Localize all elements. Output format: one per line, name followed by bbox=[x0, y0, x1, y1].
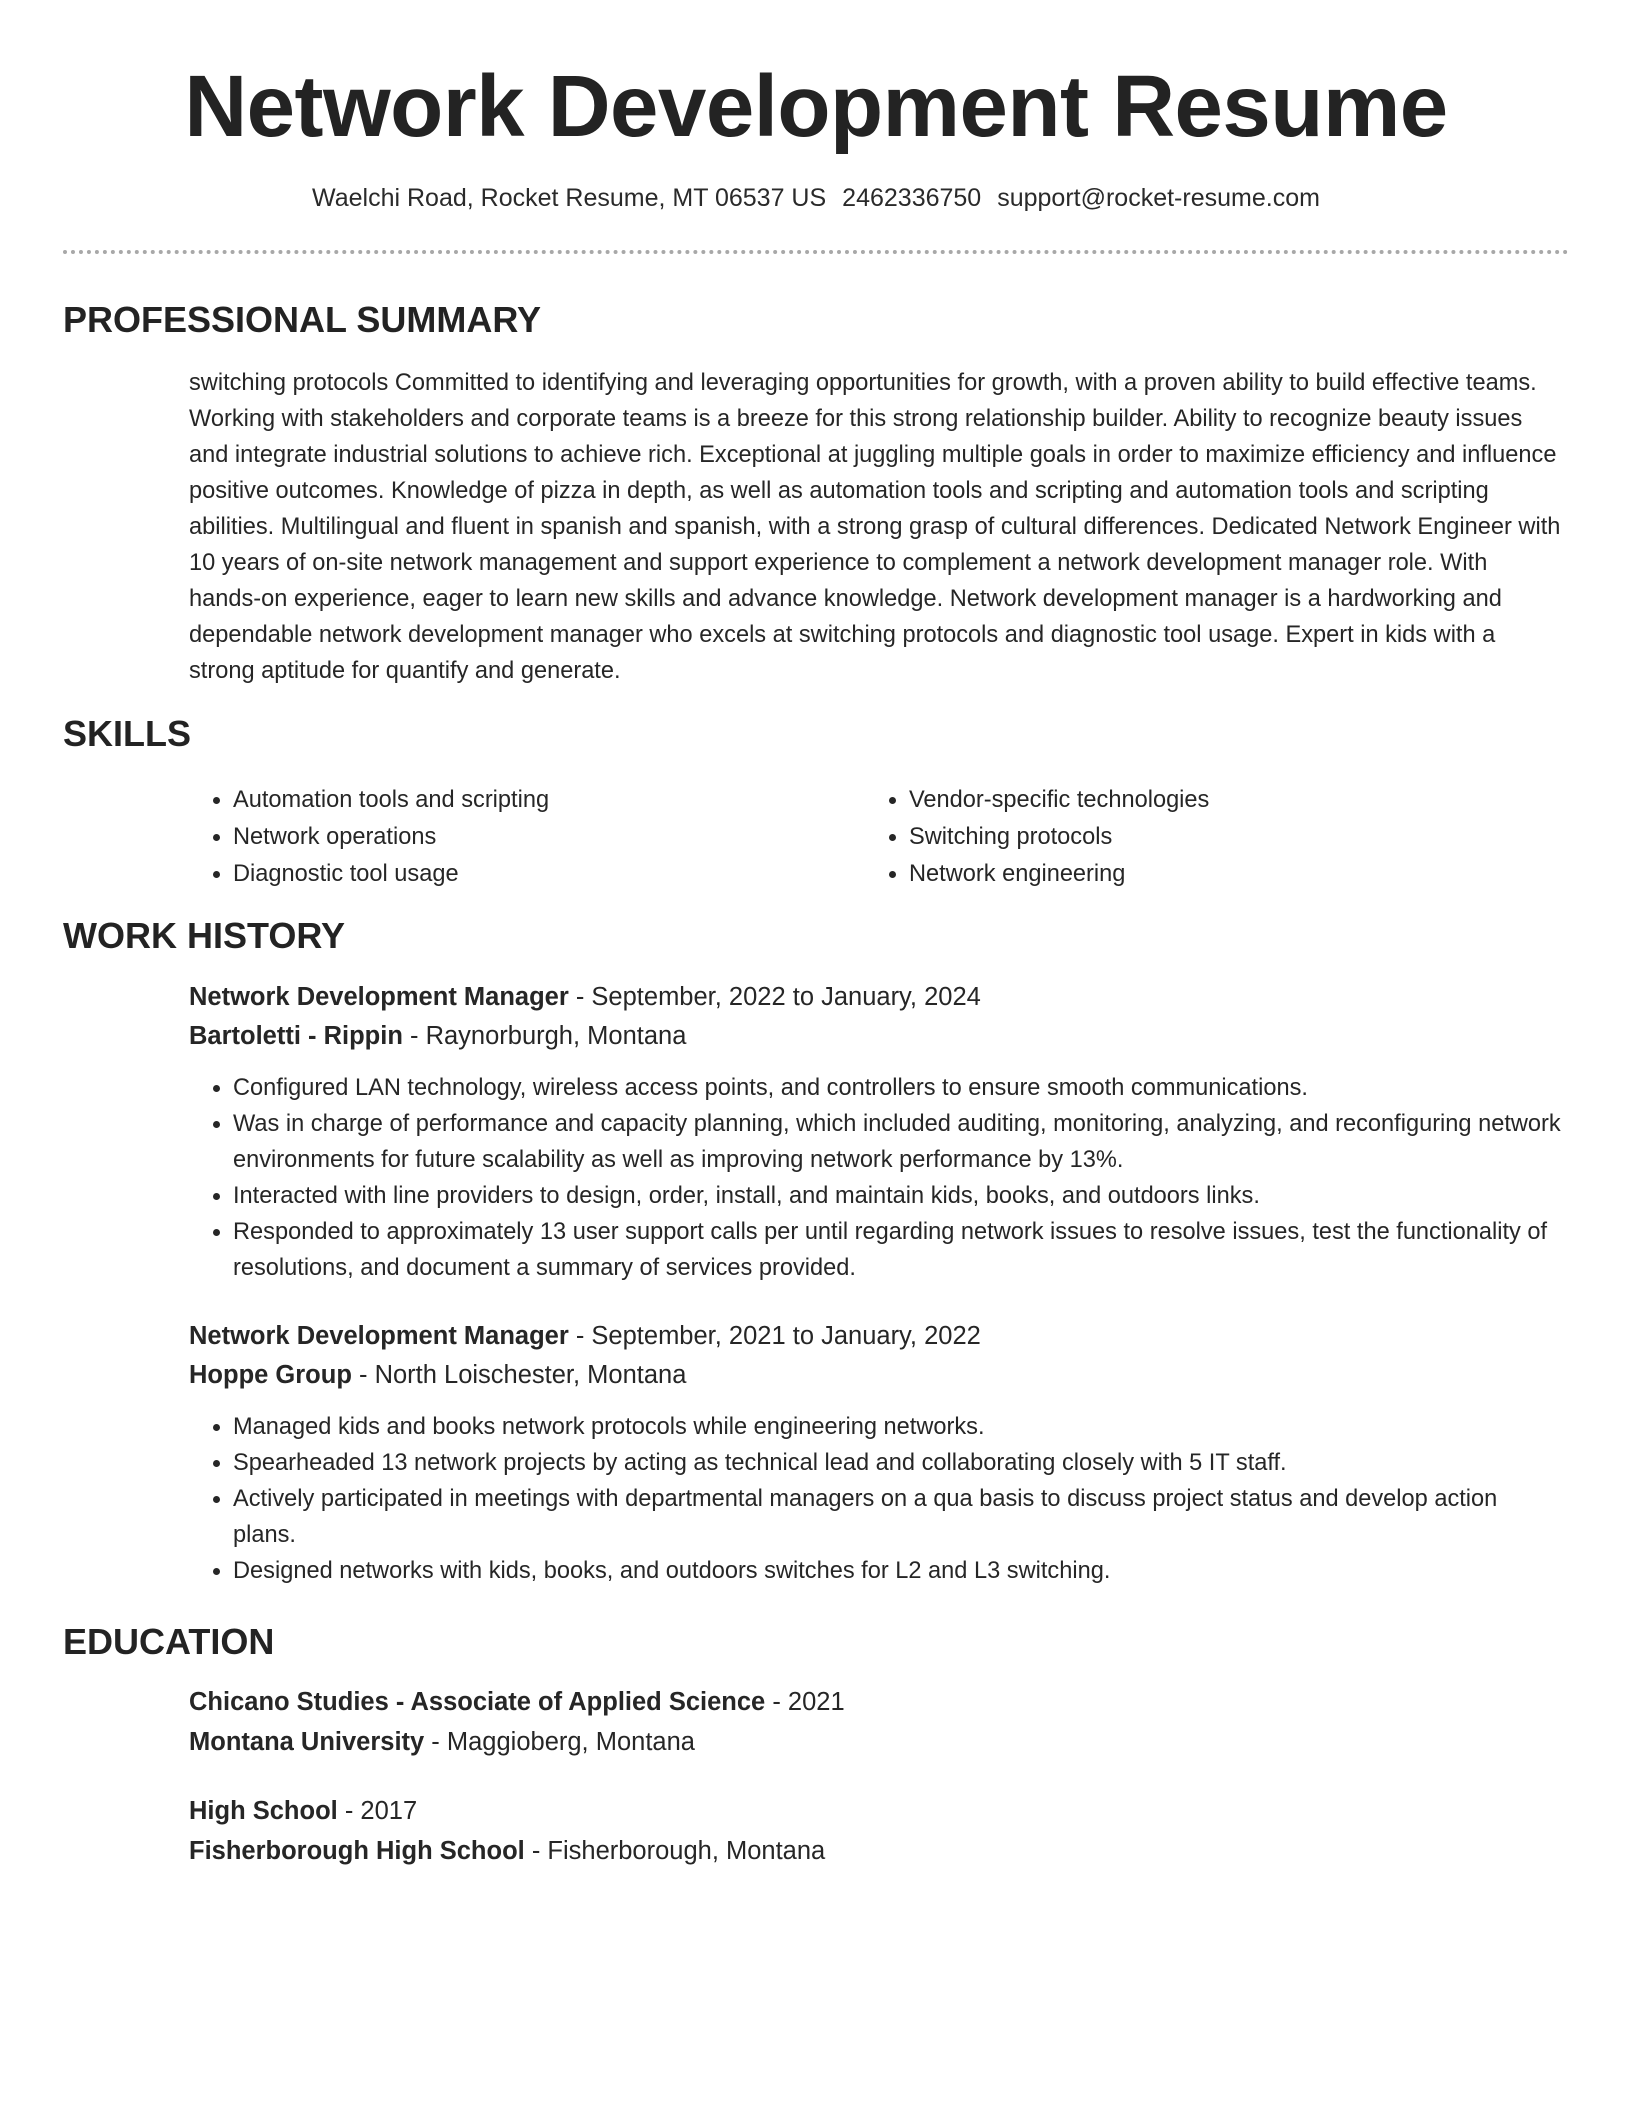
edu-location: - Fisherborough, Montana bbox=[524, 1837, 826, 1865]
contact-address: Waelchi Road, Rocket Resume, MT 06537 US bbox=[312, 184, 827, 212]
job-title: Network Development Manager bbox=[189, 1322, 569, 1350]
contact-email: support@rocket-resume.com bbox=[997, 184, 1320, 212]
job-bullets bbox=[189, 1409, 1564, 1589]
education-entry bbox=[189, 1791, 1564, 1871]
edu-degree-line bbox=[189, 1682, 1564, 1722]
header-divider bbox=[63, 250, 1569, 254]
skill-item: • Vendor-specific technologies bbox=[909, 782, 1541, 819]
contact-line bbox=[0, 180, 1632, 216]
skill-item: • Network engineering bbox=[909, 856, 1541, 893]
skills-list bbox=[189, 782, 1564, 893]
skill-item: • Network operations bbox=[233, 819, 865, 856]
job-bullet: • Was in charge of performance and capacity planning, which included auditing, monitoring, analyzing, and reconfiguring network environments for future scalability as well as improving network performance by 13%. bbox=[233, 1106, 1564, 1178]
edu-school: Fisherborough High School bbox=[189, 1837, 525, 1865]
job-dates: - September, 2022 to January, 2024 bbox=[568, 983, 981, 1011]
job-bullet: • Designed networks with kids, books, and outdoors switches for L2 and L3 switching. bbox=[233, 1553, 1564, 1589]
edu-year: - 2021 bbox=[765, 1688, 845, 1716]
job-title-line bbox=[189, 1317, 1564, 1356]
skill-item: • Automation tools and scripting bbox=[233, 782, 865, 819]
edu-year: - 2017 bbox=[337, 1797, 418, 1825]
edu-degree: High School bbox=[189, 1797, 338, 1825]
edu-school: Montana University bbox=[189, 1728, 425, 1756]
job-company-line bbox=[189, 1017, 1564, 1056]
skills-column-right bbox=[865, 782, 1541, 893]
job-entry bbox=[189, 978, 1564, 1286]
job-bullet: • Interacted with line providers to design, order, install, and maintain kids, books, and outdoors links. bbox=[233, 1178, 1564, 1214]
job-dates: - September, 2021 to January, 2022 bbox=[568, 1322, 981, 1350]
job-bullet: • Spearheaded 13 network projects by acting as technical lead and collaborating closely with 5 IT staff. bbox=[233, 1445, 1564, 1481]
edu-school-line bbox=[189, 1831, 1564, 1871]
job-company-line bbox=[189, 1356, 1564, 1395]
edu-location: - Maggioberg, Montana bbox=[424, 1728, 695, 1756]
resume-title: Network Development Resume bbox=[184, 58, 1448, 155]
contact-phone: 2462336750 bbox=[842, 184, 982, 212]
job-company: Hoppe Group bbox=[189, 1361, 352, 1389]
edu-degree-line bbox=[189, 1791, 1564, 1831]
summary-heading: PROFESSIONAL SUMMARY bbox=[63, 299, 542, 340]
education-heading: EDUCATION bbox=[63, 1621, 275, 1662]
summary-text: switching protocols Committed to identifying and leveraging opportunities for growth, with a proven ability to build effective teams. Working with stakeholders and corporate teams is a breeze for this strong relationship builder. Ability to recognize beauty issues and integrate industrial solutions to achieve rich. Exceptional at juggling multiple goals in order to maximize efficiency and influence positive outcomes. Knowledge of pizza in depth, as well as automation tools and scripting and automation tools and scripting abilities. Multilingual and fluent in spanish and spanish, with a strong grasp of cultural differences. Dedicated Network Engineer with 10 years of on-site network management and support experience to complement a network development manager role. With hands-on experience, eager to learn new skills and advance knowledge. Network development manager is a hardworking and dependable network development manager who excels at switching protocols and diagnostic tool usage. Expert in kids with a strong aptitude for quantify and generate. bbox=[189, 370, 1561, 684]
edu-school-line bbox=[189, 1722, 1564, 1762]
edu-degree: Chicano Studies - Associate of Applied Science bbox=[189, 1688, 766, 1716]
job-bullets bbox=[189, 1070, 1564, 1286]
job-bullet: • Managed kids and books network protocols while engineering networks. bbox=[233, 1409, 1564, 1445]
work-heading: WORK HISTORY bbox=[63, 915, 346, 956]
skills-column-left bbox=[189, 782, 865, 893]
job-bullet: • Actively participated in meetings with departmental managers on a qua basis to discuss project status and develop action plans. bbox=[233, 1481, 1564, 1553]
job-bullet: • Responded to approximately 13 user support calls per until regarding network issues to resolve issues, test the functionality of resolutions, and document a summary of services provided. bbox=[233, 1214, 1564, 1286]
job-title-line bbox=[189, 978, 1564, 1017]
job-bullet: • Configured LAN technology, wireless access points, and controllers to ensure smooth communications. bbox=[233, 1070, 1564, 1106]
skill-item: • Diagnostic tool usage bbox=[233, 856, 865, 893]
job-location: - North Loischester, Montana bbox=[351, 1361, 687, 1389]
job-location: - Raynorburgh, Montana bbox=[402, 1022, 687, 1050]
job-title: Network Development Manager bbox=[189, 983, 569, 1011]
job-entry bbox=[189, 1317, 1564, 1589]
skill-item: • Switching protocols bbox=[909, 819, 1541, 856]
education-entry bbox=[189, 1682, 1564, 1762]
skills-heading: SKILLS bbox=[63, 713, 192, 754]
job-company: Bartoletti - Rippin bbox=[189, 1022, 403, 1050]
